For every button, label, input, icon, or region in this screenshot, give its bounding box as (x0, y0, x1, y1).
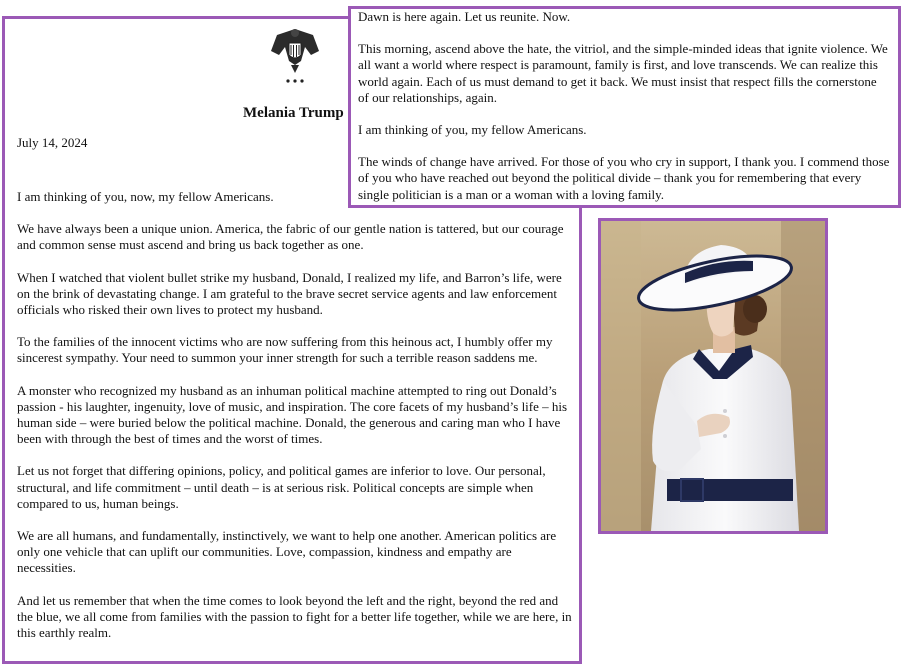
eagle-seal-icon (269, 21, 321, 87)
paragraph: We have always been a unique union. America, the fabric of our gentle nation is tattered, but our courage and common sense must ascend and bring us back together as one. (17, 221, 564, 253)
paragraph: To the families of the innocent victims who are now suffering from this heinous act, I humbly offer my sincerest sympathy. Your need to summon your inner strength for such a terrible reason saddens me. (17, 334, 553, 366)
paragraph: And let us remember that when the time comes to look beyond the left and the right, beyond the red and the blue, we all come from families with the passion to fight for a better life together, while we are here, in this earthly realm. (17, 592, 572, 641)
paragraph: The winds of change have arrived. For those of you who cry in support, I thank you. I commend those of you who have reached out beyond the political divide – thank you for remembering that every single politician is a man or a woman with a loving family. (358, 154, 890, 202)
paragraph: Let us not forget that differing opinions, policy, and political games are inferior to love. Our personal, structural, and life commitment – until death – is at serious risk. Political concepts are simple when compared to us, human beings. (17, 463, 546, 511)
paragraph: Dawn is here again. Let us reunite. Now. (358, 9, 571, 24)
paragraph: This morning, ascend above the hate, the vitriol, and the simple-minded ideas that ignite violence. We all want a world where respect is paramount, family is first, and love transcends. We can realize this world again. Each of us must demand to get it back. We must insist that respect fills the cornerstone of our relationships, again. (358, 41, 888, 105)
letter-date: July 14, 2024 (17, 135, 88, 150)
paragraph: We are all humans, and fundamentally, instinctively, we want to help one another. American politics are only one vehicle that can uplift our communities. Love, compassion, kindness and empathy are necessities. (17, 528, 557, 576)
paragraph: A monster who recognized my husband as an inhuman political machine attempted to ring out Donald’s passion - his laughter, ingenuity, love of music, and inspiration. The core facets of my husband’s life – his human side – were buried below the political machine. Donald, the generous and caring man who I have been with through the best of times and the worst of times. (17, 382, 568, 447)
letter-page-right (348, 6, 901, 208)
letter-body-right (358, 9, 890, 203)
portrait-photo (601, 221, 825, 531)
signer-name: Melania Trump (243, 105, 344, 121)
photo-frame (598, 218, 828, 534)
paragraph: I am thinking of you, my fellow Americans. (358, 122, 587, 138)
letter-body-left (17, 189, 573, 657)
paragraph: When I watched that violent bullet strike my husband, Donald, I realized my life, and Barron’s life, were on the brink of devastating change. I am grateful to the brave secret service agents and law enforcement officials who risked their own lives to protect my husband. (17, 269, 562, 318)
paragraph: I am thinking of you, now, my fellow Americans. (17, 189, 274, 204)
